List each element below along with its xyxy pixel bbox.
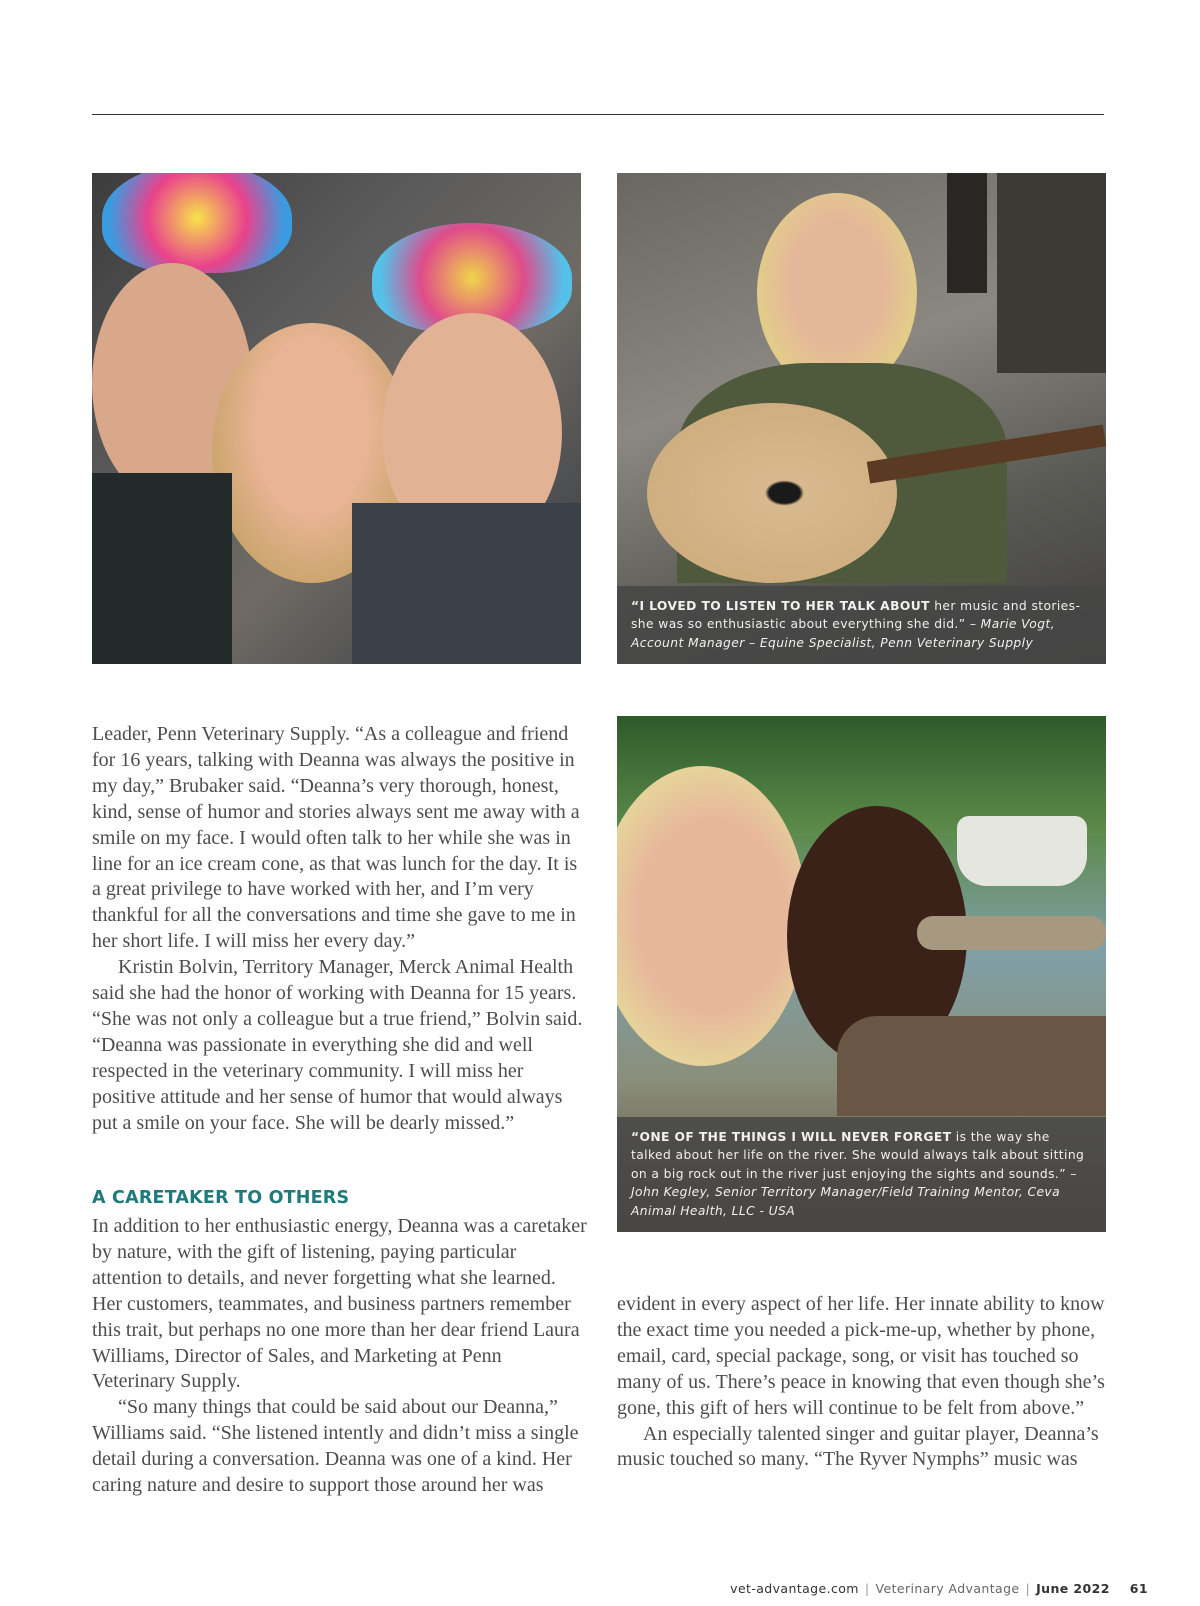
article-paragraph: In addition to her enthusiastic energy, Deanna was a caretaker by nature, with the gift of listening, paying particular attention to details, and never forgetting what she learned. Her customers, teammates, and business partners remember this trait, but perhaps no one more than her dear friend Laura Williams, Director of Sales, and Marketing at Penn Veterinary Supply.: [92, 1215, 587, 1393]
caption-attribution: John Kegley, Senior Territory Manager/Field Training Mentor, Ceva Animal Health, LLC - USA: [631, 1185, 1061, 1218]
article-paragraph: “So many things that could be said about our Deanna,” Williams said. “She listened intently and didn’t miss a single detail during a conversation. Deanna was one of a kind. Her caring nature and desire to support those around her was: [92, 1396, 579, 1497]
top-rule: [92, 114, 1104, 115]
caption-body: her music and stories- she was so enthusiastic about everything she did.” –: [631, 598, 1081, 631]
article-paragraph: evident in every aspect of her life. Her innate ability to know the exact time you needed a pick-me-up, whether by phone, email, card, special package, song, or visit has touched so many of us. There’s peace in knowing that even though she’s gone, this gift of hers will continue to be felt from above.”: [617, 1293, 1105, 1419]
footer-separator: |: [1025, 1581, 1031, 1596]
caption-body: is the way she talked about her life on the river. She would always talk about sitting on a big rock out in the river just enjoying the sights and sounds.” –: [631, 1129, 1085, 1181]
page-number: 61: [1129, 1581, 1148, 1596]
article-column-left-lower: [92, 1214, 589, 1499]
caption-lead: “I LOVED TO LISTEN TO HER TALK ABOUT: [631, 598, 930, 613]
article-column-right: [617, 1292, 1109, 1473]
page-footer: [730, 1581, 1148, 1596]
article-paragraph: Kristin Bolvin, Territory Manager, Merck Animal Health said she had the honor of working with Deanna for 15 years. “She was not only a colleague but a true friend,” Bolvin said. “Deanna was passionate in everything she did and well respected in the veterinary community. I will miss her positive attitude and her sense of humor that would always put a smile on your face. She will be dearly missed.”: [92, 956, 583, 1134]
article-column-left-upper: [92, 722, 589, 1137]
photo-caption: [617, 1117, 1106, 1233]
article-paragraph: Leader, Penn Veterinary Supply. “As a colleague and friend for 16 years, talking with Deanna was always the positive in my day,” Brubaker said. “Deanna’s very thorough, honest, kind, sense of humor and stories always sent me away with a smile on my face. I would often talk to her while she was in line for an ice cream cone, as that was lunch for the day. It is a great privilege to have worked with her, and I’m very thankful for all the conversations and time she gave to me in her short life. I will miss her every day.”: [92, 723, 580, 953]
photo-guitar: [617, 173, 1106, 664]
footer-separator: |: [864, 1581, 870, 1596]
footer-publication: Veterinary Advantage: [875, 1581, 1020, 1596]
footer-site-link[interactable]: vet-advantage.com: [730, 1581, 859, 1596]
article-paragraph: An especially talented singer and guitar player, Deanna’s music touched so many. “The Ryver Nymphs” music was: [617, 1422, 1099, 1471]
photo-river-dog: [617, 716, 1106, 1232]
caption-attribution: Marie Vogt, Account Manager – Equine Specialist, Penn Veterinary Supply: [631, 617, 1055, 650]
footer-date: June 2022: [1036, 1581, 1110, 1596]
section-heading: A CARETAKER TO OTHERS: [92, 1188, 350, 1208]
photo-caption: [617, 586, 1106, 665]
photo-family-selfie: [92, 173, 581, 664]
caption-lead: “ONE OF THE THINGS I WILL NEVER FORGET: [631, 1129, 952, 1144]
